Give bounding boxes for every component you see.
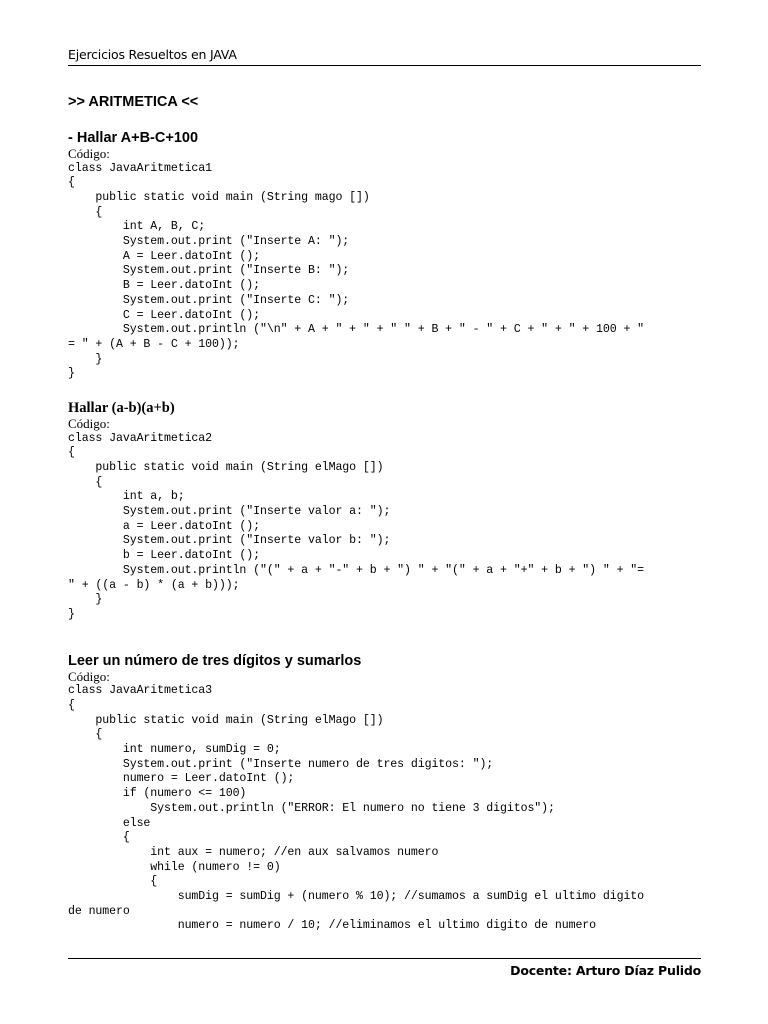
- code-line: System.out.print ("Inserte B: ");: [68, 264, 350, 278]
- code-line: {: [68, 446, 75, 460]
- page-header: [68, 46, 701, 66]
- code-line: int aux = numero; //en aux salvamos numero: [68, 845, 439, 859]
- code-line: System.out.print ("Inserte C: ");: [68, 293, 350, 307]
- code-line: public static void main (String mago []): [68, 190, 370, 204]
- code-line: = " + (A + B - C + 100));: [68, 337, 240, 351]
- code-line: }: [68, 593, 103, 607]
- code-line: if (numero <= 100): [68, 787, 247, 801]
- code-line: de numero: [68, 904, 130, 918]
- code-line: {: [68, 475, 103, 489]
- code-line: while (numero != 0): [68, 860, 281, 874]
- code-line: public static void main (String elMago []): [68, 460, 384, 474]
- code-line: }: [68, 352, 103, 366]
- code-line: }: [68, 607, 75, 621]
- code-line: System.out.println ("ERROR: El numero no tiene 3 digitos");: [68, 801, 555, 815]
- code-line: B = Leer.datoInt ();: [68, 279, 261, 293]
- code-line: {: [68, 176, 75, 190]
- code-line: int A, B, C;: [68, 220, 206, 234]
- code-line: {: [68, 831, 130, 845]
- header-title: Ejercicios Resueltos en JAVA: [68, 47, 237, 62]
- code-line: public static void main (String elMago []): [68, 713, 384, 727]
- code-line: {: [68, 875, 158, 889]
- section-aritmetica-3: [68, 652, 708, 934]
- code-line: C = Leer.datoInt ();: [68, 308, 261, 322]
- code-block: [68, 684, 708, 934]
- code-line: System.out.print ("Inserte A: ");: [68, 235, 350, 249]
- code-line: int a, b;: [68, 490, 185, 504]
- code-line: }: [68, 367, 75, 381]
- code-line: class JavaAritmetica2: [68, 431, 213, 445]
- code-line: {: [68, 728, 103, 742]
- codigo-label: Código:: [68, 668, 110, 684]
- code-line: " + ((a - b) * (a + b)));: [68, 578, 240, 592]
- code-line: b = Leer.datoInt ();: [68, 549, 261, 563]
- section-title: Hallar (a-b)(a+b): [68, 400, 175, 417]
- footer-author: Docente: Arturo Díaz Pulido: [510, 963, 701, 978]
- code-line: {: [68, 205, 103, 219]
- code-line: a = Leer.datoInt ();: [68, 519, 261, 533]
- codigo-label: Código:: [68, 146, 110, 161]
- code-line: numero = numero / 10; //eliminamos el ultimo digito de numero: [68, 919, 597, 933]
- code-line: class JavaAritmetica3: [68, 684, 213, 698]
- code-line: System.out.println ("\n" + A + " + " + " " + B + " - " + C + " + " + 100 + ": [68, 323, 645, 337]
- code-line: System.out.print ("Inserte valor a: ");: [68, 505, 391, 519]
- code-line: else: [68, 816, 151, 830]
- code-line: A = Leer.datoInt ();: [68, 249, 261, 263]
- main-title: >> ARITMETICA <<: [68, 94, 199, 110]
- page-footer: [68, 958, 701, 978]
- section-aritmetica-1: [68, 129, 708, 382]
- code-line: System.out.print ("Inserte valor b: ");: [68, 534, 391, 548]
- section-aritmetica-2: [68, 399, 708, 623]
- code-line: numero = Leer.datoInt ();: [68, 772, 295, 786]
- code-block: [68, 162, 708, 383]
- code-block: [68, 432, 708, 623]
- code-line: class JavaAritmetica1: [68, 161, 213, 175]
- code-line: System.out.println ("(" + a + "-" + b + ") " + "(" + a + "+" + b + ") " + "=: [68, 563, 645, 577]
- code-line: {: [68, 698, 75, 712]
- codigo-label: Código:: [68, 416, 110, 432]
- code-line: int numero, sumDig = 0;: [68, 743, 281, 756]
- section-title: Leer un número de tres dígitos y sumarlos: [68, 652, 362, 669]
- code-line: System.out.print ("Inserte numero de tres digitos: ");: [68, 757, 494, 771]
- document-body: [68, 93, 708, 934]
- section-title: - Hallar A+B-C+100: [68, 130, 199, 146]
- code-line: sumDig = sumDig + (numero % 10); //sumamos a sumDig el ultimo digito: [68, 890, 645, 904]
